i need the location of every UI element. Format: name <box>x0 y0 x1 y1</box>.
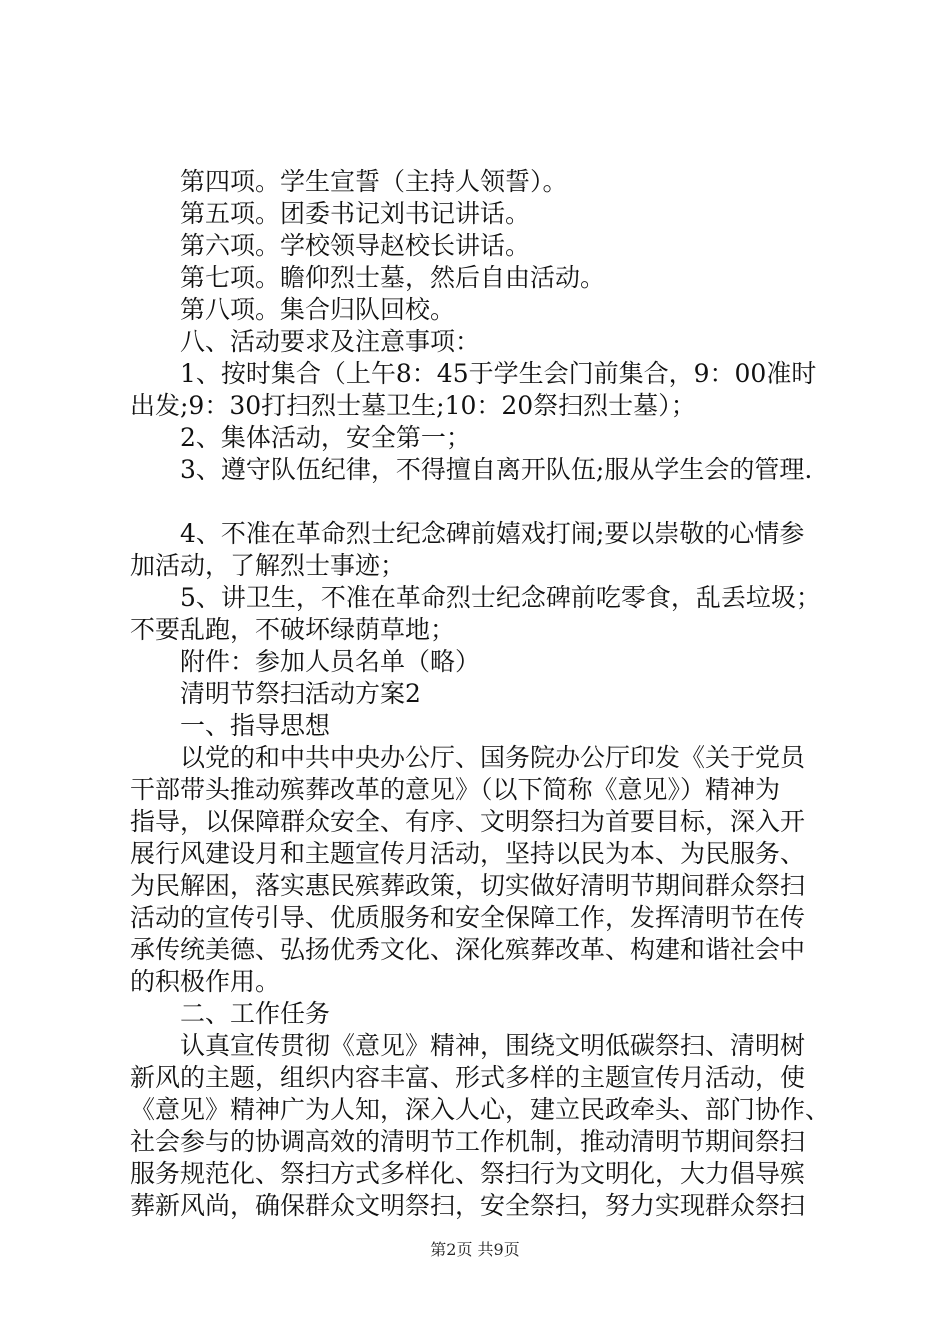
text-line: 2、集体活动，安全第一； <box>180 423 471 452</box>
text-line: 认真宣传贯彻《意见》精神，围绕文明低碳祭扫、清明树 <box>180 1031 806 1060</box>
text-line: 加活动，了解烈士事迹； <box>130 551 406 580</box>
text-line: 指导，以保障群众安全、有序、文明祭扫为首要目标，深入开 <box>130 807 806 836</box>
text-line: 干部带头推动殡葬改革的意见》（以下简称《意见》）精神为 <box>130 775 781 804</box>
text-line: 第八项。集合归队回校。 <box>180 295 456 324</box>
text-line: 4、不准在革命烈士纪念碑前嬉戏打闹;要以崇敬的心情参 <box>180 519 805 548</box>
text-line: 展行风建设月和主题宣传月活动，坚持以民为本、为民服务、 <box>130 839 806 868</box>
section-heading: 八、活动要求及注意事项： <box>180 327 481 356</box>
text-line: 《意见》精神广为人知，深入人心，建立民政牵头、部门协作、 <box>130 1095 831 1124</box>
paragraph-gap <box>130 486 830 518</box>
section-heading: 一、指导思想 <box>180 711 331 740</box>
text-line: 新风的主题，组织内容丰富、形式多样的主题宣传月活动，使 <box>130 1063 806 1092</box>
text-line: 服务规范化、祭扫方式多样化、祭扫行为文明化，大力倡导殡 <box>130 1159 806 1188</box>
text-line: 的积极作用。 <box>130 967 281 996</box>
text-line: 为民解困，落实惠民殡葬政策，切实做好清明节期间群众祭扫 <box>130 871 806 900</box>
text-line: 1、按时集合（上午8：45于学生会门前集合，9：00准时 <box>180 359 817 388</box>
text-line: 第六项。学校领导赵校长讲话。 <box>180 231 531 260</box>
text-line: 出发;9：30打扫烈士墓卫生;10：20祭扫烈士墓）； <box>130 391 696 420</box>
text-line: 5、讲卫生，不准在革命烈士纪念碑前吃零食，乱丢垃圾； <box>180 583 821 612</box>
text-line: 不要乱跑，不破坏绿荫草地； <box>130 615 456 644</box>
text-line: 第四项。学生宣誓（主持人领誓）。 <box>180 167 568 196</box>
plan-title: 清明节祭扫活动方案2 <box>180 679 421 708</box>
section-heading: 二、工作任务 <box>180 999 331 1028</box>
text-line: 活动的宣传引导、优质服务和安全保障工作，发挥清明节在传 <box>130 903 806 932</box>
text-line: 葬新风尚，确保群众文明祭扫，安全祭扫，努力实现群众祭扫 <box>130 1191 806 1220</box>
text-line: 3、遵守队伍纪律，不得擅自离开队伍;服从学生会的管理. <box>180 455 813 484</box>
page-number-footer: 第2页 共9页 <box>430 1240 520 1259</box>
text-line: 第七项。瞻仰烈士墓，然后自由活动。 <box>180 263 606 292</box>
text-line: 承传统美德、弘扬优秀文化、深化殡葬改革、构建和谐社会中 <box>130 935 806 964</box>
document-body <box>130 166 830 1222</box>
attachment-line: 附件：参加人员名单（略） <box>180 647 481 676</box>
text-line: 社会参与的协调高效的清明节工作机制，推动清明节期间祭扫 <box>130 1127 806 1156</box>
text-line: 以党的和中共中央办公厅、国务院办公厅印发《关于党员 <box>180 743 806 772</box>
text-line: 第五项。团委书记刘书记讲话。 <box>180 199 531 228</box>
